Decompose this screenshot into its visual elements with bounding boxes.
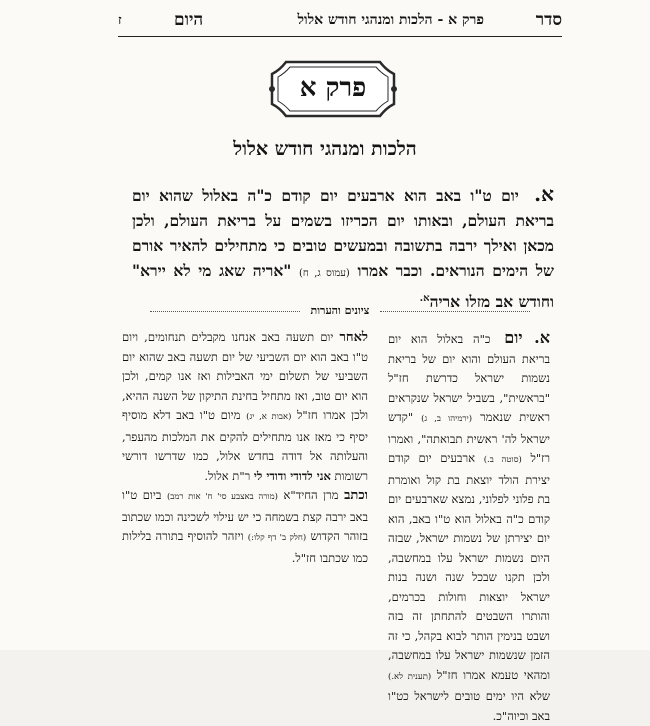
- header-chapter-title: פרק א - הלכות ומנהגי חודש אלול: [297, 12, 484, 28]
- page-number: ז: [118, 13, 122, 28]
- note-source: (חלק ב' דף קלו:): [247, 533, 307, 543]
- note-lead: לאחר: [339, 330, 368, 345]
- note-text: ויזהר להוסיף בתורה בלילות כמו שכתבו חז"ל.: [122, 529, 368, 565]
- note-source: (סוטה ב.): [483, 455, 522, 465]
- note-text: מיום ט"ו באב דלא מוסיף יסיף כי מאז אנו מתחילים להקים את המלכות מהעפר, והעלותה אל דודה בחדש אלול, כמו שדרשו דורשי רשומות: [122, 408, 368, 483]
- note-text: שלא היו ימים טובים לישראל כט"ו באב וכיוה"כ.: [388, 689, 550, 723]
- note-source: (ירמיהו ב, ג): [421, 414, 473, 424]
- paragraph-marker: א.: [534, 182, 554, 206]
- note-text: "קדש ישראל לה' ראשית תבואתה", ואמרו רז"ל: [388, 410, 551, 465]
- note-lead: א. יום: [504, 328, 551, 347]
- header-rule: [118, 36, 562, 37]
- note-text: ביום ט"ו באב ירבה קצת בשמחה כי יש עילוי לשכינה וכמו שכתוב בזוהר הקדוש: [122, 488, 368, 543]
- running-header: [118, 10, 562, 38]
- paragraph-source: (עמוס ג, ח): [298, 268, 350, 279]
- note-source: (תענית לא.): [388, 671, 432, 682]
- note-text: יום תשעה באב אנחנו מקבלים תנחומים, ויום ט"ו באב הוא יום השביעי של יום תשעה באב שהוא יום השביעי של תשלום ימי האבילות ואז אנו קמים, ולכן הוא יום טוב, ואז מתחיל בחינת התיקון של השנה ההיא, ולכן אמרו חז"ל: [122, 330, 369, 422]
- notes-title: ציונים והערות: [310, 304, 370, 317]
- footnote-ref: א.: [419, 293, 430, 304]
- chapter-badge: [268, 56, 398, 122]
- note-source: (אבות א, יג): [246, 412, 292, 422]
- notes-column-left: [122, 328, 368, 568]
- header-book-title-left: היום: [174, 10, 204, 30]
- note-text: מרן החיד"א: [283, 488, 339, 502]
- header-book-title-right: סדר: [535, 10, 562, 30]
- main-paragraph: [132, 182, 554, 314]
- note-source: (מורה באצבע סי' ח' אות רמב): [166, 492, 278, 502]
- paragraph-text-1: יום ט"ו באב הוא ארבעים יום קודם כ"ה באלול שהוא יום בריאת העולם, ובאותו יום הכריזו בשמים על בריאת העולם, ולכן מכאן ואילך ירבה בתשובה ובמעשים טובים כי מתחילים להאיר אורם של הימים הנוראים. וכבר אמרו: [132, 186, 554, 280]
- notes-column-right: [388, 328, 550, 726]
- note-text: ר"ת אלול.: [204, 468, 251, 483]
- note-text: כ"ה באלול הוא יום בריאת העולם והוא יום של בריאת נשמות ישראל כדרשת חז"ל "בראשית", בשביל ישראל שנקראים ראשית שנאמר: [388, 332, 550, 424]
- notes-divider: [150, 304, 530, 320]
- chapter-badge-label: פרק א: [299, 73, 367, 103]
- note-lead: וכתב: [344, 488, 368, 503]
- note-text: ארבעים יום קודם יצירת הולד יוצאת בת קול ואומרת בת פלוני לפלוני, נמצא שארבעים יום קודם כ"ה באלול הוא ט"ו באב, הוא יום יצירתן של נשמות ישראל, שבזה היום נשמות ישראל עלו במחשבה, ולכן תקנו שבכל שנה ושנה בנות ישראל יוצאות וחולות בכרמים, והותרו השבטים להתחתן זה בזה ושבט בנימין הותר לבוא בקהל, כי זה הזמן שנשמות ישראל עלו במחשבה, ומהאי טעמא אמרו חז"ל: [388, 451, 551, 682]
- paragraph-text-2: "אריה שאג מי לא יירא" וחודש אב מזלו אריה: [132, 261, 554, 312]
- note-emphasis: אני לדודי ודודי לי: [253, 468, 331, 483]
- chapter-subtitle: הלכות ומנהגי חודש אלול: [233, 138, 417, 160]
